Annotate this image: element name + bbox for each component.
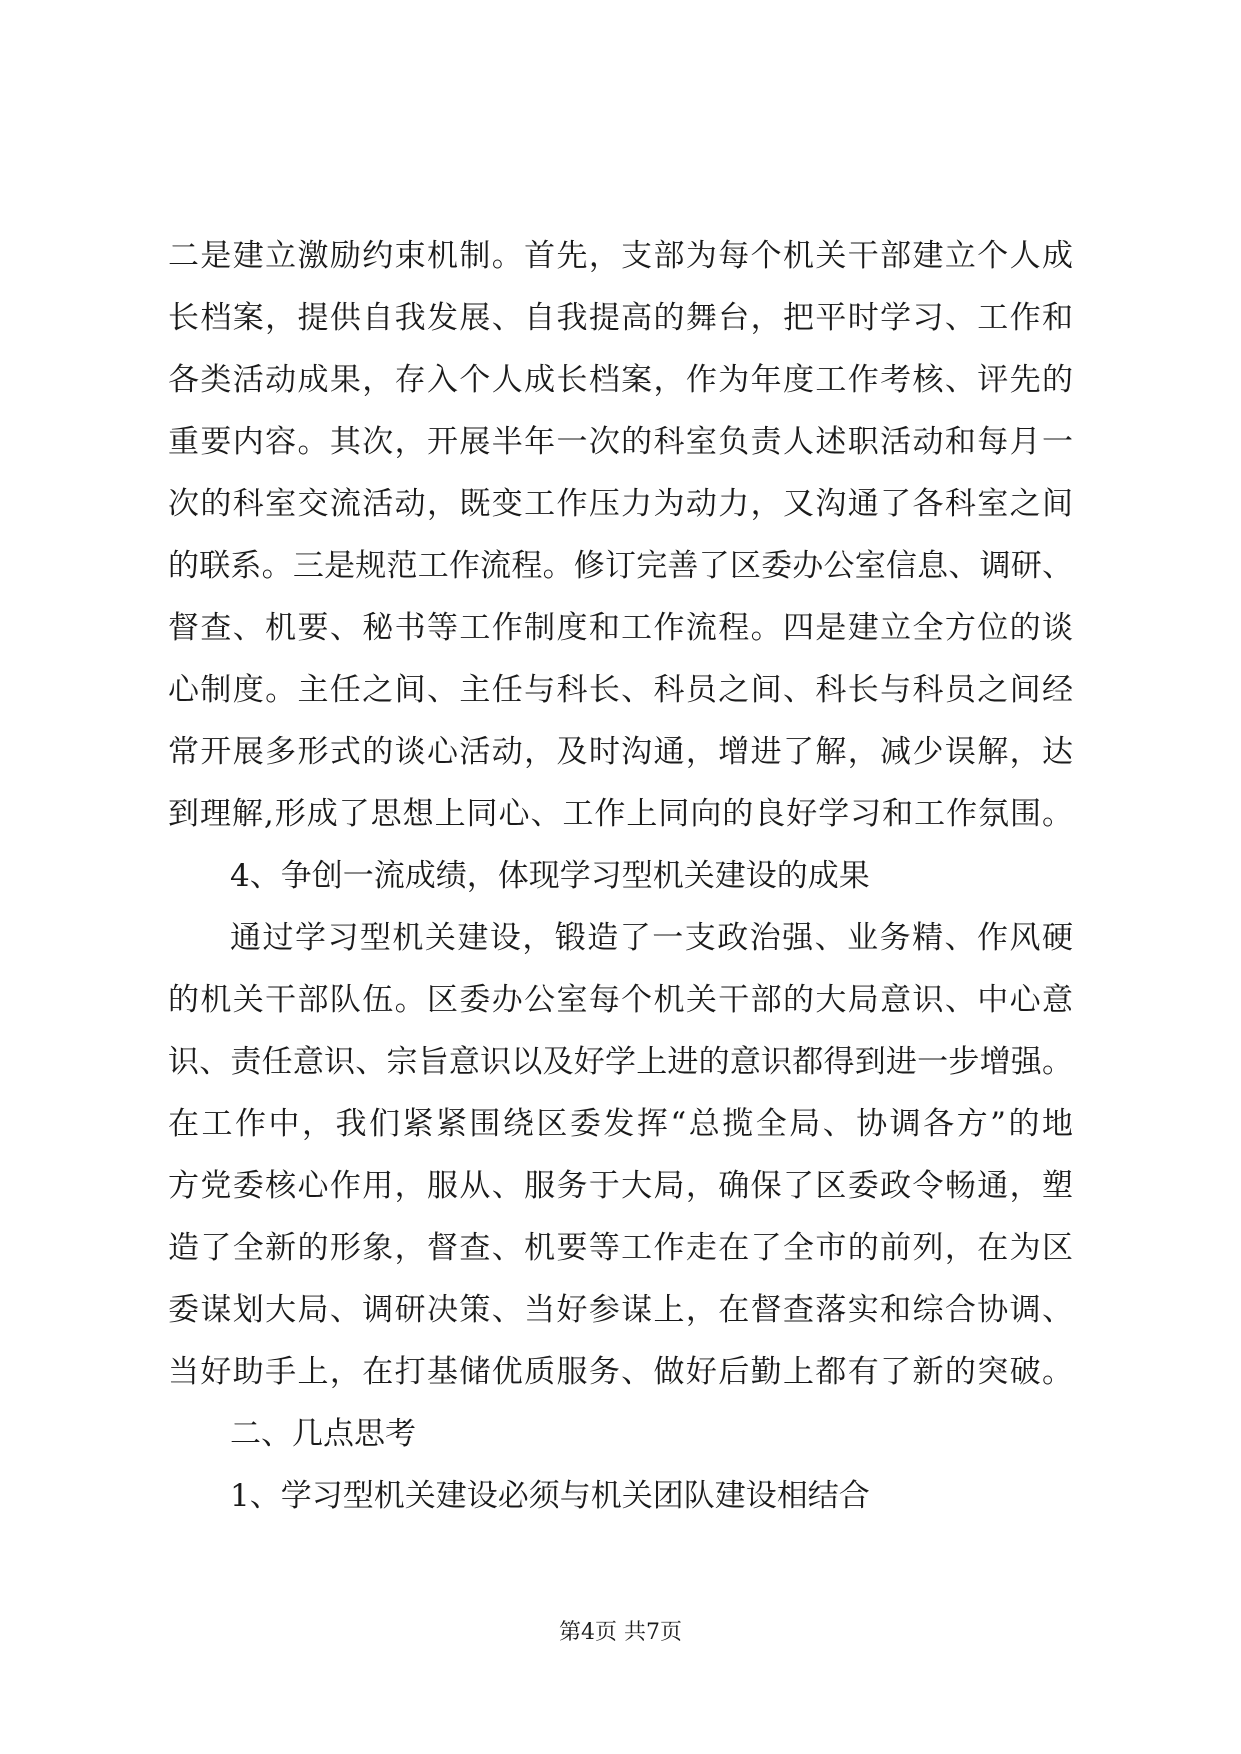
text-line: 的联系。三是规范工作流程。修订完善了区委办公室信息、调研、 [168,548,1073,584]
text-line: 督查、机要、秘书等工作制度和工作流程。四是建立全方位的谈 [168,610,1073,646]
paragraph-p3 [168,907,1073,1403]
text-line: 委谋划大局、调研决策、当好参谋上，在督查落实和综合协调、 [168,1292,1073,1328]
text-line: 到理解,形成了思想上同心、工作上同向的良好学习和工作氛围。 [168,796,1073,832]
paragraph-p5 [168,1465,1073,1527]
text-line: 次的科室交流活动，既变工作压力为动力，又沟通了各科室之间 [168,486,1073,522]
text-line: 1、学习型机关建设必须与机关团队建设相结合 [230,1478,870,1514]
text-line: 各类活动成果，存入个人成长档案，作为年度工作考核、评先的 [168,362,1073,398]
text-line: 二是建立激励约束机制。首先，支部为每个机关干部建立个人成 [168,238,1073,274]
text-line: 的机关干部队伍。区委办公室每个机关干部的大局意识、中心意 [168,982,1073,1018]
body-text [168,225,1073,1527]
text-line: 心制度。主任之间、主任与科长、科员之间、科长与科员之间经 [168,672,1073,708]
text-line: 当好助手上，在打基储优质服务、做好后勤上都有了新的突破。 [168,1354,1073,1390]
text-line: 长档案，提供自我发展、自我提高的舞台，把平时学习、工作和 [168,300,1073,336]
paragraph-p2 [168,845,1073,907]
text-line: 在工作中，我们紧紧围绕区委发挥“总揽全局、协调各方”的地 [168,1106,1073,1142]
paragraph-p1 [168,225,1073,845]
text-line: 重要内容。其次，开展半年一次的科室负责人述职活动和每月一 [168,424,1073,460]
text-line: 方党委核心作用，服从、服务于大局，确保了区委政令畅通，塑 [168,1168,1073,1204]
text-line: 识、责任意识、宗旨意识以及好学上进的意识都得到进一步增强。 [168,1044,1073,1080]
text-line: 4、争创一流成绩，体现学习型机关建设的成果 [230,858,870,894]
paragraph-p4 [168,1403,1073,1465]
text-line: 造了全新的形象，督查、机要等工作走在了全市的前列，在为区 [168,1230,1073,1266]
text-line: 常开展多形式的谈心活动，及时沟通，增进了解，减少误解，达 [168,734,1073,770]
page-footer: 第4页 共7页 [559,1620,682,1645]
text-line: 通过学习型机关建设，锻造了一支政治强、业务精、作风硬 [230,920,1073,956]
text-line: 二、几点思考 [230,1416,416,1452]
